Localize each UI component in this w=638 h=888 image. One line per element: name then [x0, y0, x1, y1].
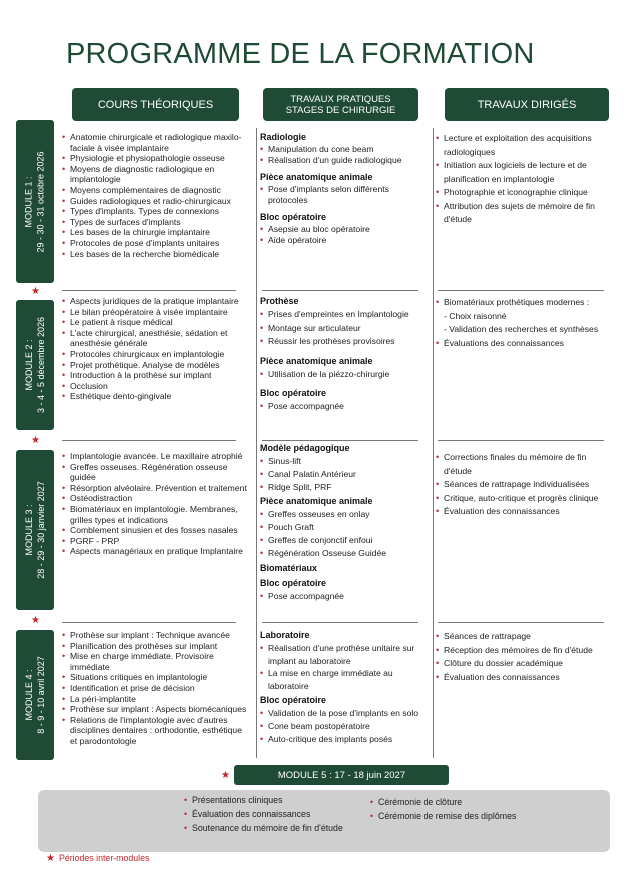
list-item: • Lecture et exploitation des acquisitions radiologiques: [436, 132, 614, 159]
intermodule-star-icon: ★: [221, 770, 230, 781]
list-item: • Corrections finales du mémoire de fin d'étude: [436, 451, 614, 478]
list-item: • Physiologie et physiopathologie osseuse: [62, 153, 250, 164]
section-title: Bloc opératoire: [260, 388, 327, 398]
list-item: • Comblement sinusien et des fosses nasales: [62, 525, 250, 536]
module-1-practical: [260, 132, 428, 246]
list-item: • Anatomie chirurgicale et radiologique maxilo-faciale à visée implantaire: [62, 132, 250, 153]
list-item: • La mise en charge immédiate au laboratoire: [260, 667, 428, 692]
header-theory: COURS THÉORIQUES: [72, 88, 239, 121]
module-divider: [438, 440, 604, 441]
module-5-header: MODULE 5 : 17 - 18 juin 2027: [234, 765, 449, 785]
module-3-theory: [62, 451, 250, 557]
header-directed: TRAVAUX DIRIGÉS: [445, 88, 609, 121]
module-4-tab: [16, 630, 54, 760]
list-item: • Aide opératoire: [260, 235, 428, 246]
module-2-label: MODULE 2 :: [24, 339, 34, 391]
list-item: • Séances de rattrapage individualisées: [436, 478, 614, 492]
list-item: • Asepsie au bloc opératoire: [260, 224, 428, 235]
list-item: • Soutenance du mémoire de fin d'étude: [184, 821, 343, 835]
module-3-directed: [436, 451, 614, 519]
list-item: • Les bases de la recherche biomédicale: [62, 249, 250, 260]
list-item: • Ostéodistraction: [62, 493, 250, 504]
column-divider: [256, 128, 257, 758]
list-item: • Projet prothétique. Analyse de modèles: [62, 360, 250, 371]
module-4-directed: [436, 630, 614, 684]
module-divider: [262, 290, 418, 291]
list-item: • Occlusion: [62, 381, 250, 392]
module-divider: [262, 440, 418, 441]
list-item: • Moyens complémentaires de diagnostic: [62, 185, 250, 196]
module-1-label: MODULE 1 :: [24, 175, 35, 228]
footnote: [46, 853, 149, 864]
list-item: • Initiation aux logiciels de lecture et de planification en implantologie: [436, 159, 614, 186]
list-item: • Planification des prothèses sur implant: [62, 641, 250, 652]
module-divider: [438, 290, 604, 291]
list-item: • Implantologie avancée. Le maxillaire atrophié: [62, 451, 250, 462]
intermodule-star-icon: ★: [31, 286, 40, 297]
list-item: • Aspects juridiques de la pratique implantaire: [62, 296, 250, 307]
module-1-theory: [62, 132, 250, 259]
list-item: • Ridge Split, PRF: [260, 481, 428, 494]
list-item: • Utilisation de la piézzo-chirurgie: [260, 368, 428, 382]
list-item: • Évaluation des connaissances: [436, 505, 614, 519]
list-item: • Cérémonie de remise des diplômes: [370, 809, 516, 823]
star-icon: ★: [46, 853, 55, 864]
list-item: • Prothèse sur implant : Aspects biomécaniques: [62, 704, 250, 715]
list-item: • Attribution des sujets de mémoire de fin d'étude: [436, 200, 614, 227]
list-item: • Régénération Osseuse Guidée: [260, 547, 428, 560]
section-title: Biomatériaux: [260, 562, 318, 573]
module-4-dates: 8 - 9 - 10 avril 2027: [36, 656, 47, 734]
list-item: • Réussir les prothèses provisoires: [260, 335, 428, 349]
list-item: • Les bases de la chirurgie implantaire: [62, 227, 250, 238]
list-item: • Greffes de conjonctif enfoui: [260, 534, 428, 547]
list-item: • Pose accompagnée: [260, 400, 428, 414]
list-item: • Présentations cliniques: [184, 793, 343, 807]
list-item: • Prises d'empreintes en Implantologie: [260, 308, 428, 322]
list-item: • PGRF - PRP: [62, 536, 250, 547]
intermodule-star-icon: ★: [31, 435, 40, 446]
module-divider: [262, 622, 418, 623]
list-item: • Greffes osseuses. Régénération osseuse guidée: [62, 462, 250, 483]
section-title: Pièce anatomique animale: [260, 496, 373, 507]
list-item: • Cone beam postopératoire: [260, 720, 428, 733]
header-practical-line1: TRAVAUX PRATIQUES: [290, 93, 391, 105]
header-practical: [263, 88, 418, 121]
list-item: • Sinus-lift: [260, 455, 428, 468]
module-2-theory: [62, 296, 250, 402]
list-item: • Manipulation du cone beam: [260, 144, 428, 155]
module-4-theory: [62, 630, 250, 747]
section-title: Pièce anatomique animale: [260, 355, 373, 366]
list-item: • L'acte chirurgical, anesthésie, sédation et anesthésie générale: [62, 328, 250, 349]
module-5-right-list: [370, 795, 516, 823]
list-item: • Résorption alvéolaire. Prévention et traitement: [62, 483, 250, 494]
list-item: • Canal Palatin Antérieur: [260, 468, 428, 481]
intermodule-star-icon: ★: [31, 615, 40, 626]
list-item: • Réalisation d'un guide radiologique: [260, 155, 428, 166]
section-title: Modèle pédagogique: [260, 443, 350, 453]
list-item: • Types d'implants. Types de connexions: [62, 206, 250, 217]
list-item: - Choix raisonné: [444, 310, 507, 321]
section-title: Pièce anatomique animale: [260, 172, 373, 183]
list-item: • Aspects managériaux en pratique Implantaire: [62, 546, 250, 557]
list-item: • Greffes osseuses en onlay: [260, 508, 428, 521]
list-item: • Introduction à la prothèse sur implant: [62, 370, 250, 381]
list-item: • Protocoles de pose d'implants unitaires: [62, 238, 250, 249]
module-3-dates: 28 - 29 - 30 janvier 2027: [36, 481, 47, 579]
module-divider: [62, 622, 236, 623]
section-title: Laboratoire: [260, 630, 310, 640]
module-3-label: MODULE 3 :: [24, 504, 35, 556]
list-item: • Le patient à risque médical: [62, 317, 250, 328]
section-title: Bloc opératoire: [260, 577, 327, 588]
list-item: • Biomatériaux en implantologie. Membranes, grilles types et indications: [62, 504, 250, 525]
list-item: • Évaluation des connaissances: [184, 807, 343, 821]
list-item: • Cérémonie de clôture: [370, 795, 516, 809]
list-item: • Pose d'implants selon différents protocoles: [260, 184, 428, 205]
list-item: • Validation de la pose d'implants en solo: [260, 707, 428, 720]
module-divider: [438, 622, 604, 623]
list-item: • Réception des mémoires de fin d'étude: [436, 644, 614, 658]
header-practical-line2: STAGES DE CHIRURGIE: [285, 104, 396, 116]
module-2-directed: [436, 296, 614, 350]
list-item: • La péri-implantite: [62, 694, 250, 705]
list-item: • Photographie et iconographie clinique: [436, 186, 614, 200]
list-item: • Guides radiologiques et radio-chirurgicaux: [62, 196, 250, 207]
module-2-tab: [16, 300, 54, 430]
module-4-label: MODULE 4 :: [24, 669, 35, 721]
page-title: PROGRAMME DE LA FORMATION: [66, 38, 535, 70]
module-divider: [62, 290, 236, 291]
section-title: Bloc opératoire: [260, 212, 327, 223]
list-item: • Critique, auto-critique et progrès clinique: [436, 492, 614, 506]
list-item: • Identification et prise de décision: [62, 683, 250, 694]
module-5-left-list: [184, 793, 343, 835]
module-3-tab: [16, 450, 54, 610]
list-item: • Types de surfaces d'implants: [62, 217, 250, 228]
list-item: • Mise en charge immédiate. Provisoire immédiate: [62, 651, 250, 672]
module-2-dates: 3 - 4 - 5 décembre 2026: [36, 316, 46, 414]
list-item: • Évaluation des connaissances: [436, 671, 614, 685]
list-item: • Auto-critique des implants posés: [260, 733, 428, 746]
module-1-directed: [436, 132, 614, 227]
list-item: • Situations critiques en implantologie: [62, 672, 250, 683]
list-item: • Moyens de diagnostic radiologique en implantologie: [62, 164, 250, 185]
section-title: Bloc opératoire: [260, 695, 327, 706]
list-item: • Pose accompagnée: [260, 590, 428, 603]
list-item: • Montage sur articulateur: [260, 322, 428, 336]
list-item: • Séances de rattrapage: [436, 630, 614, 644]
list-item: • Réalisation d'une prothèse unitaire sur implant au laboratoire: [260, 642, 428, 667]
list-item: • Esthétique dento-gingivale: [62, 391, 250, 402]
module-divider: [62, 440, 236, 441]
module-2-practical: [260, 296, 428, 414]
list-item: • Clôture du dossier académique: [436, 657, 614, 671]
list-item: • Biomatériaux prothétiques modernes :: [436, 296, 614, 310]
column-divider: [433, 128, 434, 758]
module-1-tab: [16, 120, 54, 283]
section-title: Prothèse: [260, 296, 299, 306]
footnote-text: Périodes inter-modules: [58, 853, 150, 863]
section-title: Radiologie: [260, 132, 307, 142]
module-4-practical: [260, 630, 428, 745]
module-3-practical: [260, 443, 428, 602]
list-item: • Relations de l'implantologie avec d'autres disciplines dentaires : orthodontie, esthétique et parodontologie: [62, 715, 250, 747]
list-item: • Évaluations des connaissances: [436, 337, 614, 351]
list-item: • Prothèse sur implant : Technique avancée: [62, 630, 250, 641]
list-item: • Pouch Graft: [260, 521, 428, 534]
module-1-dates: 29 - 30 - 31 octobre 2026: [36, 150, 47, 253]
list-item: • Protocoles chirurgicaux en implantologie: [62, 349, 250, 360]
list-item: • Le bilan préopératoire à visée implantaire: [62, 307, 250, 318]
list-item: - Validation des recherches et synthèses: [444, 324, 599, 334]
